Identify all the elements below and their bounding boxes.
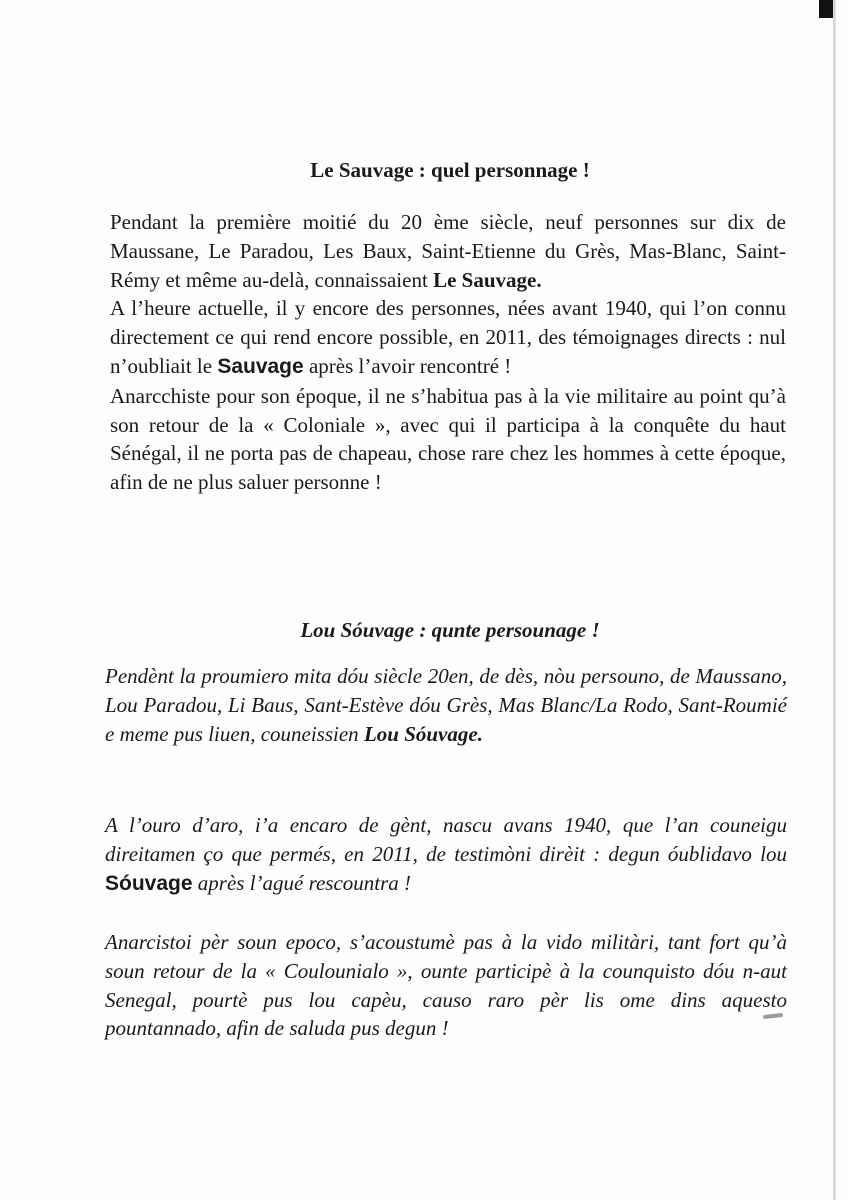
french-title: Le Sauvage : quel personnage ! — [310, 158, 590, 182]
scan-corner-mark — [819, 0, 833, 18]
provencal-title: Lou Sóuvage : qunte persounage ! — [300, 618, 600, 642]
french-paragraph-2 — [110, 294, 786, 381]
french-p1-bold: Le Sauvage. — [433, 267, 542, 292]
french-p2-text: A l’heure actuelle, il y encore des personnes, nées avant 1940, qui l’on connu directement ce qui rend encore possible, en 2011, des témoignages directs : nul n’oubliait le — [110, 296, 786, 378]
provencal-paragraph-1 — [105, 662, 787, 748]
french-paragraph-1 — [110, 208, 786, 294]
french-body — [110, 208, 786, 497]
provencal-p2-bold: Sóuvage — [105, 871, 193, 895]
french-p2-tail: après l’avoir rencontré ! — [303, 353, 512, 378]
french-p2-bold: Sauvage — [217, 354, 304, 378]
french-p1-text: Pendant la première moitié du 20 ème siècle, neuf personnes sur dix de Maussane, Le Paradou, Les Baux, Saint-Etienne du Grès, Mas-Blanc, Saint-Rémy et même au-delà, connaissaient — [110, 210, 786, 292]
french-paragraph-3: Anarcchiste pour son époque, il ne s’habitua pas à la vie militaire au point qu’à son retour de la « Coloniale », avec qui il participa à la conquête du haut Sénégal, il ne porta pas de chapeau, chose rare chez les hommes à cette époque, afin de ne plus saluer personne ! — [110, 383, 786, 495]
provencal-p2-tail: après l’agué rescountra ! — [192, 870, 412, 895]
provencal-paragraph-3: Anarcistoi pèr soun epoco, s’acoustumè pas à la vido militàri, tant fort qu’à soun retour de la « Coulounialo », ounte participè à la counquisto dóu n-aut Senegal, pourtè pus lou capèu, causo raro pèr lis ome dins aquesto pountannado, afin de saluda pus degun ! — [105, 930, 787, 1041]
provencal-p2-text: A l’ouro d’aro, i’a encaro de gènt, nascu avans 1940, que l’an couneigu direitamen ço que permés, en 2011, de testimòni dirèit : degun óublidavo lou — [105, 813, 787, 866]
provencal-paragraph-2 — [105, 811, 787, 898]
provencal-p1-text: Pendènt la proumiero mita dóu siècle 20en, de dès, nòu persouno, de Maussano, Lou Paradou, Li Baus, Sant-Estève dóu Grès, Mas Blanc/La Rodo, Sant-Roumié e meme pus liuen, couneissien — [105, 664, 787, 746]
page-edge-shadow — [833, 0, 836, 1200]
provencal-p1-bold: Lou Sóuvage. — [363, 721, 483, 746]
